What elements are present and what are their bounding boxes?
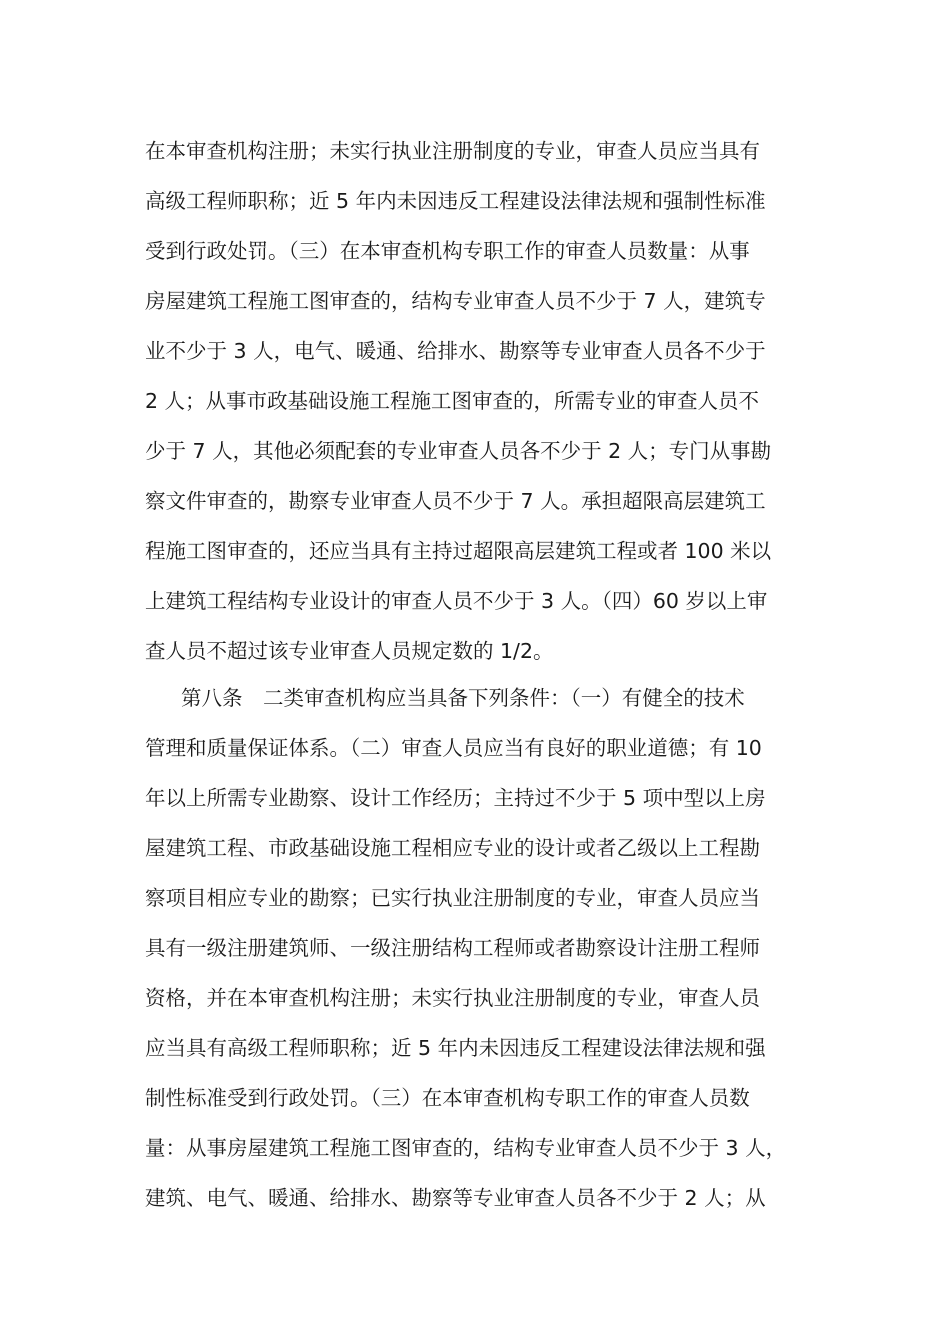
text-line: 察文件审查的，勘察专业审查人员不少于 7 人。承担超限高层建筑工 [145, 489, 766, 513]
text-line: 查人员不超过该专业审查人员规定数的 1/2。 [145, 639, 554, 663]
text-line: 少于 7 人，其他必须配套的专业审查人员各不少于 2 人；专门从事勘 [145, 439, 772, 463]
text-line: 具有一级注册建筑师、一级注册结构工程师或者勘察设计注册工程师 [145, 936, 760, 960]
text-line: 受到行政处罚。（三）在本审查机构专职工作的审查人员数量：从事 [145, 239, 750, 263]
text-line: 业不少于 3 人，电气、暖通、给排水、勘察等专业审查人员各不少于 [145, 339, 766, 363]
text-line: 2 人；从事市政基础设施工程施工图审查的，所需专业的审查人员不 [145, 389, 760, 413]
text-line: 管理和质量保证体系。（二）审查人员应当有良好的职业道德；有 10 [145, 736, 762, 760]
text-line: 应当具有高级工程师职称；近 5 年内未因违反工程建设法律法规和强 [145, 1036, 766, 1060]
text-line: 察项目相应专业的勘察；已实行执业注册制度的专业，审查人员应当 [145, 886, 760, 910]
article-heading-line: 第八条 二类审查机构应当具备下列条件：（一）有健全的技术 [181, 686, 745, 710]
text-line: 屋建筑工程、市政基础设施工程相应专业的设计或者乙级以上工程勘 [145, 836, 760, 860]
text-line: 量：从事房屋建筑工程施工图审查的，结构专业审查人员不少于 3 人， [145, 1136, 787, 1160]
text-line: 在本审查机构注册；未实行执业注册制度的专业，审查人员应当具有 [145, 139, 760, 163]
text-line: 资格，并在本审查机构注册；未实行执业注册制度的专业，审查人员 [145, 986, 760, 1010]
text-line: 建筑、电气、暖通、给排水、勘察等专业审查人员各不少于 2 人；从 [145, 1186, 766, 1210]
text-line: 上建筑工程结构专业设计的审查人员不少于 3 人。（四）60 岁以上审 [145, 589, 768, 613]
text-line: 程施工图审查的，还应当具有主持过超限高层建筑工程或者 100 米以 [145, 539, 772, 563]
text-line: 制性标准受到行政处罚。（三）在本审查机构专职工作的审查人员数 [145, 1086, 750, 1110]
text-line: 年以上所需专业勘察、设计工作经历；主持过不少于 5 项中型以上房 [145, 786, 766, 810]
text-line: 房屋建筑工程施工图审查的，结构专业审查人员不少于 7 人，建筑专 [145, 289, 766, 313]
text-line: 高级工程师职称；近 5 年内未因违反工程建设法律法规和强制性标准 [145, 189, 766, 213]
